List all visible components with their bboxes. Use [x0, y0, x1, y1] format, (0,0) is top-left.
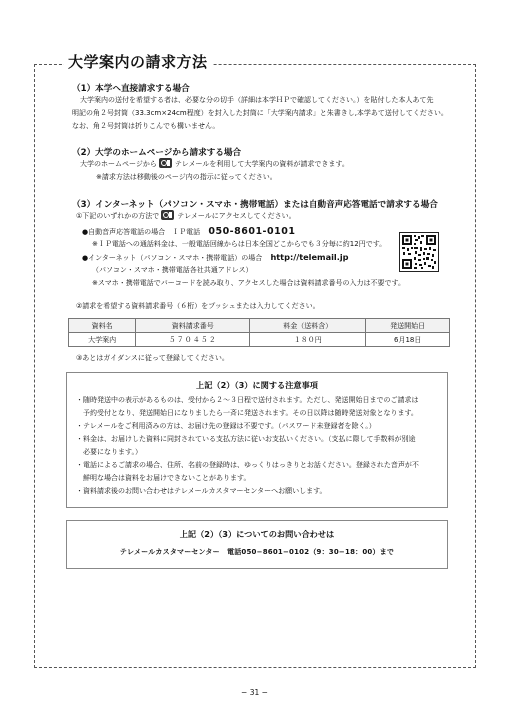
- notes-title: 上記（2）（3）に関する注意事項: [196, 380, 318, 390]
- inquiry-title: 上記（2）（3）についてのお問い合わせは: [179, 529, 335, 539]
- telemail-icon: [161, 210, 174, 220]
- section3-step2: ②請求を希望する資料請求番号（６桁）をプッシュまたは入力してください。: [76, 302, 320, 310]
- section1-line: 明記の角２号封筒（33.3cm×24cm程度）を封入した封筒に「大学案内請求」と朱書きし,本学あて送付してください。: [72, 109, 448, 117]
- section3-step1: [76, 210, 296, 223]
- phone-number: 050-8601-0101: [208, 226, 296, 237]
- notes-box: [66, 372, 448, 508]
- table-cell: ５７０４５２: [136, 333, 250, 347]
- qr-code-graphic: [400, 233, 438, 271]
- section1-line: なお、角２号封筒は折りこんでも構いません。: [72, 122, 220, 130]
- request-table: [68, 318, 450, 347]
- table-header: 発送開始日: [366, 319, 450, 333]
- web-label: ●インターネット（パソコン・スマホ・携帯電話）の場合: [82, 254, 263, 262]
- web-note-1: （パソコン・スマホ・携帯電話各社共通アドレス）: [92, 266, 253, 274]
- section1-line: 大学案内の送付を希望する者は、必要な分の切手（詳細は本学ＨＰで確認してください。）を貼付した本人あて先: [80, 96, 434, 104]
- inquiry-box: [66, 520, 448, 569]
- step1-post: テレメールにアクセスしてください。: [177, 212, 296, 220]
- notes-line: ・資料請求後のお問い合わせはテレメールカスタマーセンターへお願いします。: [76, 487, 327, 495]
- web-line: [82, 251, 348, 265]
- web-url[interactable]: http://telemail.jp: [270, 252, 349, 262]
- page-title: 大学案内の請求方法: [64, 51, 212, 72]
- notes-line: ・テレメールをご利用済みの方は、お届け先の登録は不要です。（パスワード未登録者を除く。）: [76, 422, 376, 430]
- table-cell: 大学案内: [69, 333, 136, 347]
- phone-label: ●自動音声応答電話の場合 ＩＰ電話: [82, 228, 201, 236]
- page-number: − 31 −: [241, 688, 268, 697]
- phone-note: ※ＩＰ電話への通話料金は、一般電話回線からは日本全国どこからでも３分毎に約12円です。: [92, 240, 387, 248]
- notes-line: ・料金は、お届けした資料に同封されている支払方法に従いお支払いください。（支払に際して手数料が別途: [76, 435, 416, 443]
- table-header: 料金（送料含）: [250, 319, 366, 333]
- phone-line: [82, 225, 295, 239]
- section3-step3: ③あとはガイダンスに従って登録してください。: [76, 354, 229, 362]
- table-header-row: [69, 319, 450, 333]
- notes-line: 予約受付となり、発送開始日になりましたら一斉に発送されます。その日以降は随時発送対象となります。: [76, 409, 418, 417]
- inquiry-body: テレメールカスタマーセンター 電話050−8601−0102（9：30−18：00）まで: [119, 548, 395, 556]
- notes-line: 必要になります。）: [76, 448, 142, 456]
- step1-pre: ①下記のいずれかの方法で: [76, 212, 160, 220]
- notes-line: 鮮明な場合は資料をお届けできないことがあります。: [76, 474, 251, 482]
- section2-line1-post: テレメールを利用して大学案内の資料が請求できます。: [174, 160, 349, 168]
- table-cell: 6月18日: [366, 333, 450, 347]
- table-cell: １８０円: [250, 333, 366, 347]
- notes-line: ・電話によるご請求の場合、住所、名前の登録時は、ゆっくりはっきりとお話ください。登録された音声が不: [76, 461, 419, 469]
- section2-line1-pre: 大学のホームページから: [80, 160, 157, 168]
- section1-heading: （1）本学へ直接請求する場合: [72, 84, 190, 94]
- notes-line: ・随時発送中の表示があるものは、受付から２〜３日程で送付されます。ただし、発送開始日までのご請求は: [76, 396, 419, 404]
- web-note-2: ※スマホ・携帯電話でバーコードを読み取り、アクセスした場合は資料請求番号の入力は不要です。: [92, 279, 405, 287]
- section2-line1: [80, 158, 349, 171]
- table-header: 資料請求番号: [136, 319, 250, 333]
- section3-heading: （3）インターネット（パソコン・スマホ・携帯電話）または自動音声応答電話で請求する場合: [72, 200, 438, 210]
- qr-code[interactable]: [399, 232, 439, 272]
- section2-note: ※請求方法は移動後のページ内の指示に従ってください。: [96, 173, 277, 181]
- table-row: [69, 333, 450, 347]
- telemail-icon: [159, 158, 172, 168]
- section2-heading: （2）大学のホームページから請求する場合: [72, 148, 242, 158]
- table-header: 資料名: [69, 319, 136, 333]
